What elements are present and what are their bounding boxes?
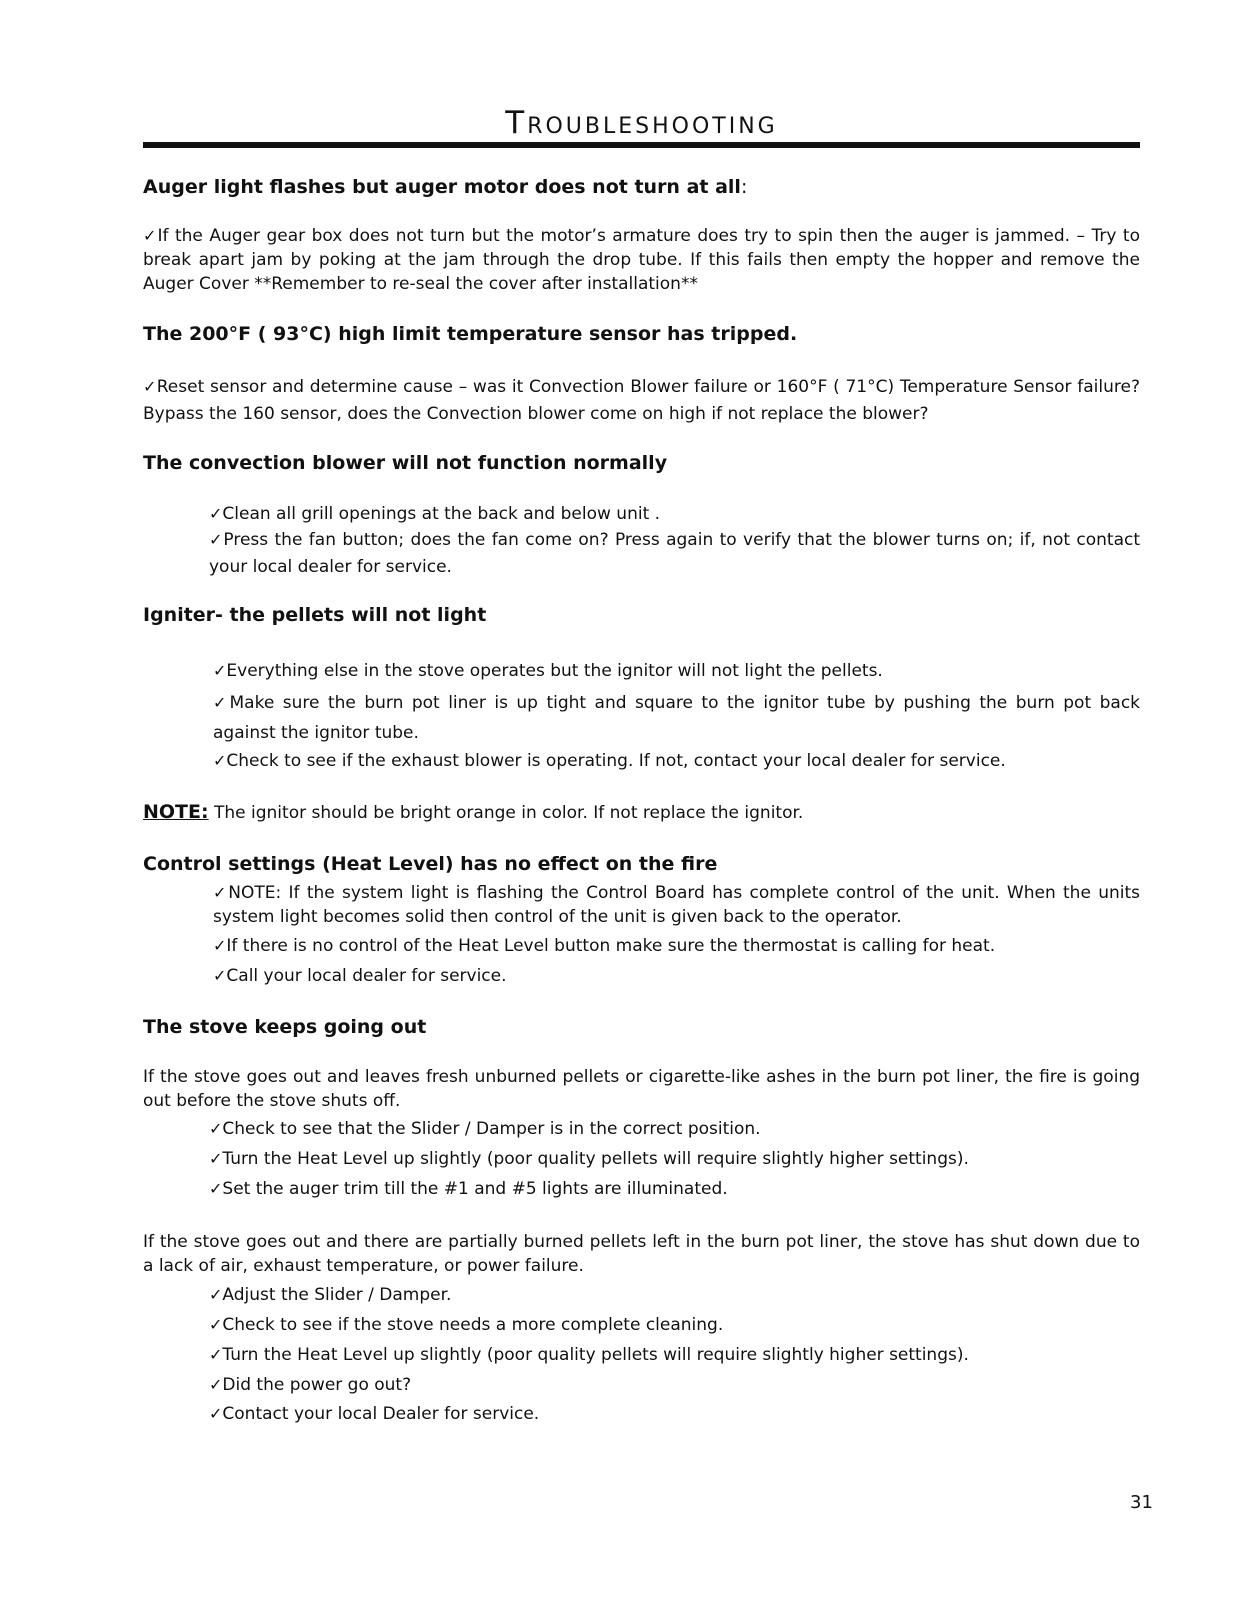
high-limit-body: ✓Reset sensor and determine cause – was it Convection Blower failure or 160°F ( 71°C) Temperature Sensor failure? Bypass the 160 sensor, does the Convection blower come on high if not replace the blower? — [143, 377, 1140, 424]
check-mark-icon: ✓ — [213, 966, 227, 985]
stove-out-item: ✓Adjust the Slider / Damper. — [209, 1285, 452, 1305]
stove-out-para1: If the stove goes out and leaves fresh unburned pellets or cigarette-like ashes in the burn pot liner, the fire is going out before the stove shuts off. — [143, 1067, 1140, 1111]
note-label: NOTE: — [143, 801, 209, 823]
check-mark-icon: ✓ — [209, 1315, 223, 1334]
stove-out-item: ✓Set the auger trim till the #1 and #5 lights are illuminated. — [209, 1179, 728, 1199]
check-mark-icon: ✓ — [209, 1149, 223, 1168]
stove-out-item: ✓Check to see that the Slider / Damper is in the correct position. — [209, 1119, 761, 1139]
check-mark-icon: ✓ — [209, 1404, 223, 1423]
check-mark-icon: ✓ — [209, 1119, 223, 1138]
stove-out-item: ✓Check to see if the stove needs a more complete cleaning. — [209, 1315, 724, 1335]
section-heading-control: Control settings (Heat Level) has no effect on the fire — [143, 853, 718, 875]
control-item: ✓NOTE: If the system light is flashing the Control Board has complete control of the unit. When the units system light becomes solid then control of the unit is given back to the operator. — [213, 883, 1140, 927]
check-mark-icon: ✓ — [143, 377, 157, 396]
page-title: Troubleshooting — [505, 105, 778, 141]
igniter-item: ✓Make sure the burn pot liner is up tight and square to the ignitor tube by pushing the burn pot back against the ignitor tube. — [213, 693, 1141, 743]
check-mark-icon: ✓ — [213, 936, 227, 955]
check-mark-icon: ✓ — [213, 751, 227, 770]
stove-out-item: ✓Turn the Heat Level up slightly (poor quality pellets will require slightly higher settings). — [209, 1149, 969, 1169]
igniter-item: ✓Check to see if the exhaust blower is operating. If not, contact your local dealer for service. — [213, 751, 1006, 771]
igniter-note: NOTE: The ignitor should be bright orange in color. If not replace the ignitor. — [143, 801, 804, 823]
convection-item: ✓Press the fan button; does the fan come on? Press again to verify that the blower turns on; if, not contact your local dealer for service. — [209, 530, 1141, 577]
check-mark-icon: ✓ — [209, 1375, 223, 1394]
stove-out-item: ✓Did the power go out? — [209, 1375, 412, 1395]
section-heading-convection: The convection blower will not function normally — [143, 452, 668, 474]
page-number: 31 — [1130, 1492, 1153, 1513]
section-heading-auger: Auger light flashes but auger motor does not turn at all: — [143, 176, 748, 198]
section-heading-stove-out: The stove keeps going out — [143, 1016, 427, 1038]
check-mark-icon: ✓ — [213, 883, 229, 902]
check-mark-icon: ✓ — [209, 1285, 223, 1304]
check-mark-icon: ✓ — [209, 1179, 223, 1198]
check-mark-icon: ✓ — [209, 530, 224, 549]
stove-out-item: ✓Contact your local Dealer for service. — [209, 1404, 540, 1424]
section-heading-igniter: Igniter- the pellets will not light — [143, 604, 487, 626]
control-item: ✓If there is no control of the Heat Level button make sure the thermostat is calling for heat. — [213, 936, 996, 956]
check-mark-icon: ✓ — [143, 226, 158, 245]
section-heading-high-limit: The 200°F ( 93°C) high limit temperature sensor has tripped. — [143, 323, 798, 345]
auger-body: ✓If the Auger gear box does not turn but the motor’s armature does try to spin then the auger is jammed. – Try to break apart jam by poking at the jam through the drop tube. If this fails then empty the hopper and remove the Auger Cover **Remember to re-seal the cover after installation** — [143, 226, 1140, 294]
check-mark-icon: ✓ — [209, 1345, 223, 1364]
convection-item: ✓Clean all grill openings at the back and below unit . — [209, 504, 661, 524]
check-mark-icon: ✓ — [209, 504, 223, 523]
stove-out-item: ✓Turn the Heat Level up slightly (poor quality pellets will require slightly higher settings). — [209, 1345, 969, 1365]
check-mark-icon: ✓ — [213, 693, 230, 712]
title-rule — [143, 142, 1140, 148]
check-mark-icon: ✓ — [213, 661, 227, 680]
stove-out-para2: If the stove goes out and there are partially burned pellets left in the burn pot liner, the stove has shut down due to a lack of air, exhaust temperature, or power failure. — [143, 1232, 1140, 1276]
igniter-item: ✓Everything else in the stove operates but the ignitor will not light the pellets. — [213, 661, 883, 681]
control-item: ✓Call your local dealer for service. — [213, 966, 507, 986]
